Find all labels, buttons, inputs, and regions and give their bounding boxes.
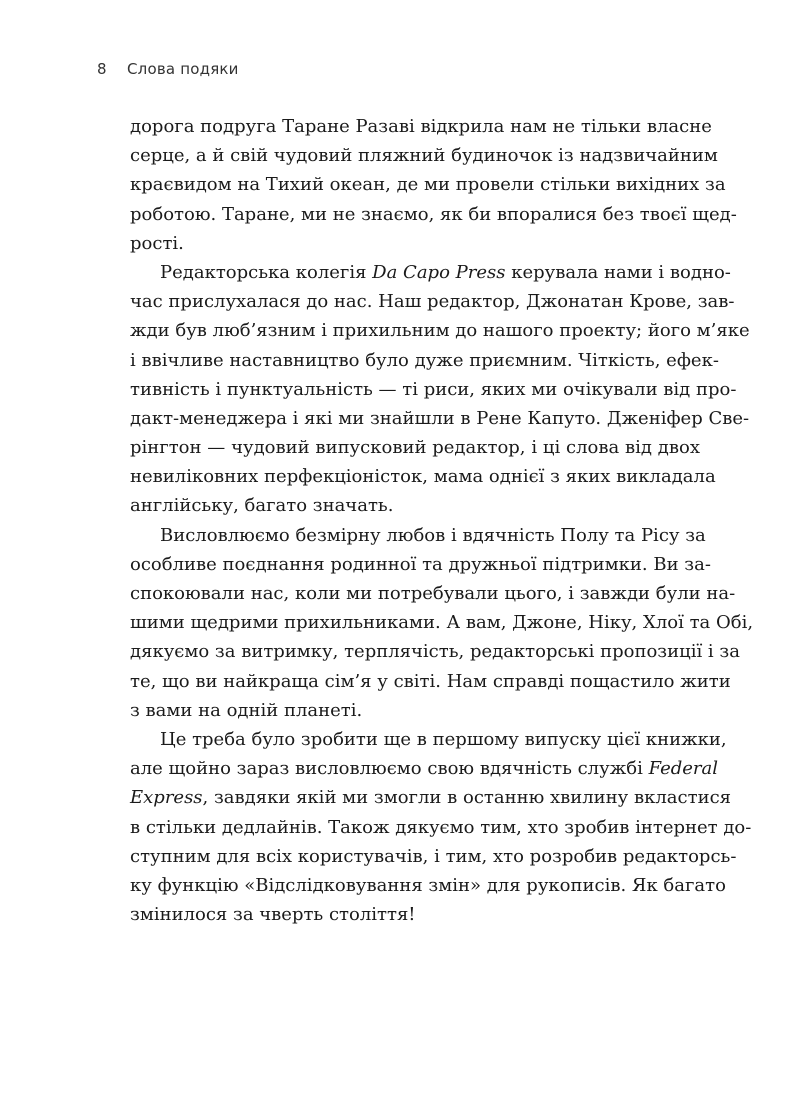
text-line: ку функцію «Відслідковування змін» для рукописів. Як багато [130,874,726,896]
text-line: серце, а й свій чудовий пляжний будиночок із надзвичайним [130,145,718,167]
paragraph [130,112,737,258]
text-line: рості. [130,232,184,254]
text-line: час прислухалася до нас. Наш редактор, Джонатан Крове, зав- [130,291,735,313]
italic-company: Express [130,787,203,809]
text-line: тивність і пунктуальність — ті риси, яких ми очікували від про- [130,378,737,400]
text-line: краєвидом на Тихий океан, де ми провели стільки вихідних за [130,174,726,196]
text-run: , завдяки якій ми змогли в останню хвилину вкластися [202,787,732,809]
text-line: і ввічливе наставництво було дуже приємним. Чіткість, ефек- [130,349,719,371]
text-line: спокоювали нас, коли ми потребували цього, і завжди були на- [130,583,736,604]
text-line: дакт-менеджера і які ми знайшли в Рене Капуто. Дженіфер Све- [130,407,750,429]
text-line: жди був люб’язним і прихильним до нашого проекту; його м’яке [130,320,750,342]
text-line: в стільки дедлайнів. Також дякуємо тим, хто зробив інтернет до- [130,816,752,838]
text-line: з вами на одній планеті. [130,699,363,721]
text-line: роботою. Таране, ми не знаємо, як би впоралися без твоєї щед- [130,203,737,225]
text-line: Висловлюємо безмірну любов і вдячність Полу та Рісу за [160,524,706,546]
text-line: дякуємо за витримку, терплячість, редакторські пропозиції і за [130,641,740,663]
text-line: особливе поєднання родинної та дружньої підтримки. Ви за- [130,553,711,575]
text-line [130,754,719,783]
body-text [130,112,754,929]
section-title: Слова подяки [127,60,239,78]
text-line: англійську, багато значать. [130,495,394,517]
page-number: 8 [97,60,107,78]
text-run: Редакторська колегія [160,261,373,283]
text-run: керувала нами і водно- [505,261,731,283]
paragraph [130,725,752,929]
running-head [97,60,239,78]
text-line: рінгтон — чудовий випусковий редактор, і ці слова від двох [130,437,700,459]
text-line: шими щедрими прихильниками. А вам, Джоне, Ніку, Хлої та Обі, [130,612,754,634]
paragraph [130,521,754,725]
text-line: те, що ви найкраща сім’я у світі. Нам справді пощастило жити [130,670,731,692]
italic-company: Federal [648,758,719,780]
text-line [130,258,731,287]
text-line: ступним для всіх користувачів, і тим, хто розробив редакторсь- [130,845,737,867]
paragraph [130,258,750,521]
text-line: невиліковних перфекціоністок, мама однієї з яких викладала [130,466,716,488]
text-line [130,783,732,812]
text-line: дорога подруга Таране Разаві відкрила нам не тільки власне [130,116,712,137]
text-line: змінилося за чверть століття! [130,904,416,926]
italic-title: Da Capo Press [372,261,506,283]
text-line: Це треба було зробити ще в першому випуску цієї книжки, [160,728,727,750]
text-run: але щойно зараз висловлюємо свою вдячність службі [130,758,649,780]
